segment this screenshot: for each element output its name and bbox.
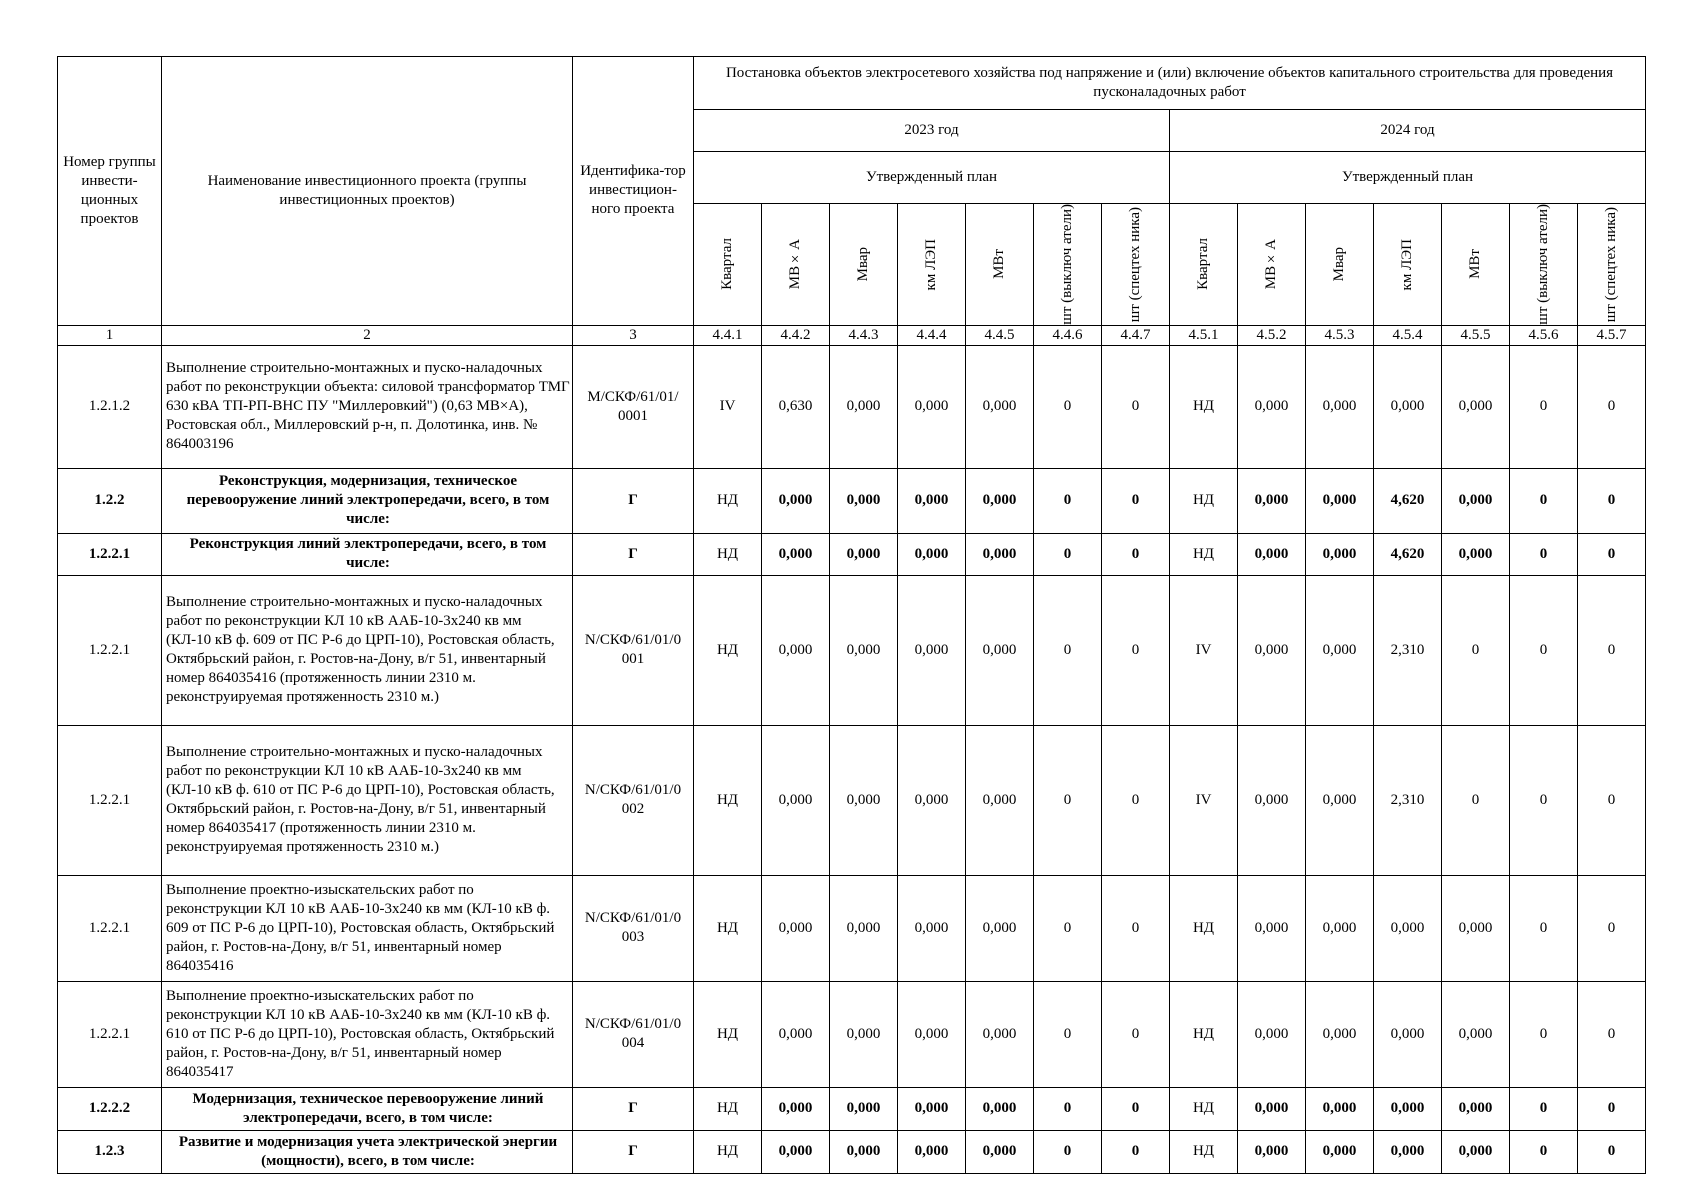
row-value: 0 [1034,981,1102,1087]
column-number: 4.4.3 [830,325,898,345]
row-value: 0,000 [762,981,830,1087]
row-value: 0,000 [966,875,1034,981]
row-value: 0,000 [1238,981,1306,1087]
header-main-title: Постановка объектов электросетевого хозяйства под напряжение и (или) включение объектов капитального строительства для проведения пусконаладочных работ [694,57,1646,110]
row-value: НД [1170,468,1238,533]
row-number: 1.2.2.1 [58,575,162,725]
row-project-id: Г [573,1087,694,1130]
row-value: 0 [1102,1130,1170,1173]
table-row [58,468,1646,533]
row-value: 0,000 [830,533,898,575]
header-unit-2024 [1578,204,1646,326]
row-value: 0 [1034,1130,1102,1173]
header-unit-2023 [966,204,1034,326]
column-number: 4.5.5 [1442,325,1510,345]
row-value: НД [694,981,762,1087]
row-value: 0,000 [830,575,898,725]
row-project-name: Выполнение проектно-изыскательских работ по реконструкции КЛ 10 кВ ААБ-10-3х240 кв мм (КЛ-10 кВ ф. 610 от ПС Р-6 до ЦРП-10), Ростовская область, Октябрьский район, г. Ростов-на-Дону, в/г 51, инвентарный номер 864035417 [162,981,573,1087]
row-value: 0,000 [1442,1130,1510,1173]
row-project-id: Г [573,1130,694,1173]
row-project-id: M/СКФ/61/01/ 0001 [573,345,694,468]
header-unit-label: МВ×А [787,239,803,290]
row-value: 0 [1578,533,1646,575]
row-number: 1.2.2.1 [58,725,162,875]
row-value: IV [694,345,762,468]
row-value: 0,000 [830,345,898,468]
row-project-name: Модернизация, техническое перевооружение линий электропередачи, всего, в том числе: [162,1087,573,1130]
header-unit-2024 [1442,204,1510,326]
header-project-id: Идентифика-тор инвестицион-ного проекта [573,57,694,326]
header-group-number: Номер группы инвести-ционных проектов [58,57,162,326]
row-project-id: N/СКФ/61/01/0 004 [573,981,694,1087]
row-value: 0 [1578,345,1646,468]
column-number: 4.5.2 [1238,325,1306,345]
row-value: 0,000 [1238,533,1306,575]
row-value: 0,000 [898,875,966,981]
column-number: 1 [58,325,162,345]
row-value: 2,310 [1374,575,1442,725]
table-row [58,725,1646,875]
column-number: 4.5.4 [1374,325,1442,345]
row-project-name: Выполнение проектно-изыскательских работ по реконструкции КЛ 10 кВ ААБ-10-3х240 кв мм (КЛ-10 кВ ф. 609 от ПС Р-6 до ЦРП-10), Ростовская область, Октябрьский район, г. Ростов-на-Дону, в/г 51, инвентарный номер 864035416 [162,875,573,981]
row-value: НД [1170,1130,1238,1173]
header-unit-label: км ЛЭП [1399,238,1415,291]
row-value: 0 [1102,1087,1170,1130]
row-value: 0,000 [1442,1087,1510,1130]
column-number: 2 [162,325,573,345]
header-unit-2024 [1170,204,1238,326]
header-project-name: Наименование инвестиционного проекта (группы инвестиционных проектов) [162,57,573,326]
row-value: 0 [1034,725,1102,875]
row-project-id: Г [573,468,694,533]
row-value: 0,000 [1374,875,1442,981]
row-value: 0 [1578,725,1646,875]
header-unit-label: Мвар [855,247,871,282]
row-value: НД [1170,1087,1238,1130]
row-value: 0,000 [762,533,830,575]
row-value: 0,000 [898,1087,966,1130]
row-value: 0,000 [966,981,1034,1087]
row-value: 0,000 [1238,1130,1306,1173]
column-number: 4.5.3 [1306,325,1374,345]
row-project-name: Реконструкция, модернизация, техническое перевооружение линий электропередачи, всего, в том числе: [162,468,573,533]
row-value: 0 [1034,345,1102,468]
row-value: 0,000 [1306,981,1374,1087]
row-value: 0,000 [1306,345,1374,468]
row-number: 1.2.1.2 [58,345,162,468]
row-value: 0,000 [1442,533,1510,575]
row-project-id: N/СКФ/61/01/0 002 [573,725,694,875]
row-number: 1.2.3 [58,1130,162,1173]
row-value: 0,000 [1238,575,1306,725]
row-value: 0,000 [898,1130,966,1173]
row-number: 1.2.2.1 [58,875,162,981]
row-project-id: N/СКФ/61/01/0 001 [573,575,694,725]
row-value: НД [1170,533,1238,575]
row-value: 0,000 [966,345,1034,468]
row-project-name: Выполнение строительно-монтажных и пуско-наладочных работ по реконструкции КЛ 10 кВ ААБ-10-3х240 кв мм (КЛ-10 кВ ф. 610 от ПС Р-6 до ЦРП-10), Ростовская область, Октябрьский район, г. Ростов-на-Дону, в/г 51, инвентарный номер 864035417 (протяженность линии 2310 м. реконструируемая протяженность 2310 м.) [162,725,573,875]
row-value: 0,000 [762,1130,830,1173]
row-value: 0,000 [966,575,1034,725]
column-number: 4.4.6 [1034,325,1102,345]
row-value: 0,000 [1238,875,1306,981]
row-project-id: N/СКФ/61/01/0 003 [573,875,694,981]
investment-table [57,56,1646,1174]
header-unit-2024 [1306,204,1374,326]
row-value: 0 [1578,1087,1646,1130]
row-number: 1.2.2.2 [58,1087,162,1130]
row-value: 0,000 [1238,345,1306,468]
row-value: 0 [1102,875,1170,981]
row-value: 0,630 [762,345,830,468]
header-unit-label: МВт [991,249,1007,280]
column-number: 4.4.5 [966,325,1034,345]
row-value: НД [694,725,762,875]
row-value: 0,000 [1442,468,1510,533]
row-value: 0 [1510,533,1578,575]
row-value: 0 [1578,1130,1646,1173]
row-project-id: Г [573,533,694,575]
row-value: 0,000 [1442,875,1510,981]
row-value: 0,000 [830,1087,898,1130]
row-value: НД [1170,981,1238,1087]
row-value: IV [1170,575,1238,725]
row-value: 0,000 [966,1087,1034,1130]
row-value: 0 [1034,1087,1102,1130]
row-value: 0,000 [830,981,898,1087]
row-value: 0 [1102,981,1170,1087]
row-value: 0,000 [762,725,830,875]
row-value: 0,000 [762,468,830,533]
column-number: 4.4.7 [1102,325,1170,345]
header-unit-2024 [1510,204,1578,326]
row-value: 0 [1510,725,1578,875]
header-year-2023: 2023 год [694,110,1170,152]
row-value: 0 [1102,575,1170,725]
row-value: 0,000 [762,575,830,725]
row-value: НД [694,468,762,533]
table-row [58,981,1646,1087]
column-number: 4.5.7 [1578,325,1646,345]
header-unit-label: МВт [1467,249,1483,280]
row-value: 0,000 [1306,575,1374,725]
row-value: 0 [1510,875,1578,981]
row-value: 0 [1102,468,1170,533]
table-row [58,575,1646,725]
row-value: 0,000 [1306,725,1374,875]
row-value: НД [694,575,762,725]
header-unit-2023 [898,204,966,326]
header-unit-2023 [694,204,762,326]
row-value: 0 [1102,725,1170,875]
row-value: 0,000 [1442,981,1510,1087]
header-unit-label: шт (спецтех ника) [1127,206,1143,322]
row-value: 0,000 [966,725,1034,875]
row-value: 0,000 [898,468,966,533]
row-value: 0,000 [1238,468,1306,533]
row-value: НД [1170,345,1238,468]
header-unit-2023 [830,204,898,326]
row-project-name: Реконструкция линий электропередачи, всего, в том числе: [162,533,573,575]
table-row [58,1087,1646,1130]
row-value: НД [1170,875,1238,981]
row-value: 2,310 [1374,725,1442,875]
row-number: 1.2.2.1 [58,533,162,575]
row-value: 0,000 [966,533,1034,575]
row-value: 0,000 [1306,468,1374,533]
row-value: 0 [1510,1130,1578,1173]
row-value: 0,000 [898,345,966,468]
row-value: 0 [1034,575,1102,725]
table-row [58,875,1646,981]
row-value: 0,000 [1306,533,1374,575]
row-value: НД [694,533,762,575]
header-unit-label: Мвар [1331,247,1347,282]
row-value: 0,000 [830,1130,898,1173]
row-value: 0 [1578,575,1646,725]
row-value: 0,000 [966,1130,1034,1173]
row-value: 0 [1034,875,1102,981]
row-project-name: Развитие и модернизация учета электрической энергии (мощности), всего, в том числе: [162,1130,573,1173]
row-value: 0 [1510,468,1578,533]
row-value: 0,000 [966,468,1034,533]
row-value: НД [694,875,762,981]
row-value: 0,000 [898,575,966,725]
document-page [57,56,1643,1174]
header-plan-2024: Утвержденный план [1170,152,1646,204]
row-value: 0 [1034,468,1102,533]
column-number: 4.4.4 [898,325,966,345]
row-value: 0,000 [1442,345,1510,468]
header-unit-2024 [1374,204,1442,326]
row-value: 0,000 [830,875,898,981]
row-value: 0 [1102,345,1170,468]
header-unit-label: шт (выключ атели) [1059,204,1075,325]
row-value: 0,000 [1306,1087,1374,1130]
table-row [58,533,1646,575]
column-number: 4.5.6 [1510,325,1578,345]
table-row [58,1130,1646,1173]
row-number: 1.2.2 [58,468,162,533]
header-unit-2023 [762,204,830,326]
row-value: 0 [1510,345,1578,468]
row-number: 1.2.2.1 [58,981,162,1087]
row-value: 0,000 [830,468,898,533]
row-value: 0,000 [1306,1130,1374,1173]
row-value: 0 [1578,468,1646,533]
row-value: 0 [1510,1087,1578,1130]
row-value: 0 [1442,575,1510,725]
row-value: 0,000 [762,1087,830,1130]
header-unit-label: МВ×А [1263,239,1279,290]
row-value: 0 [1578,875,1646,981]
header-unit-label: км ЛЭП [923,238,939,291]
table-row [58,345,1646,468]
header-unit-label: шт (спецтех ника) [1603,206,1620,322]
header-unit-2023 [1102,204,1170,326]
column-number: 3 [573,325,694,345]
row-value: 0 [1510,981,1578,1087]
row-value: 0,000 [1374,1087,1442,1130]
row-value: 0,000 [1306,875,1374,981]
row-value: 0,000 [898,981,966,1087]
row-value: 0,000 [898,725,966,875]
row-project-name: Выполнение строительно-монтажных и пуско-наладочных работ по реконструкции КЛ 10 кВ ААБ-10-3х240 кв мм (КЛ-10 кВ ф. 609 от ПС Р-6 до ЦРП-10), Ростовская область, Октябрьский район, г. Ростов-на-Дону, в/г 51, инвентарный номер 864035416 (протяженность линии 2310 м. реконструируемая протяженность 2310 м.) [162,575,573,725]
row-value: 4,620 [1374,533,1442,575]
header-plan-2023: Утвержденный план [694,152,1170,204]
row-value: НД [694,1130,762,1173]
row-value: 0,000 [1374,345,1442,468]
row-value: 0,000 [1238,1087,1306,1130]
header-unit-label: Квартал [1195,238,1211,291]
row-value: IV [1170,725,1238,875]
row-value: 0 [1102,533,1170,575]
row-value: 0 [1510,575,1578,725]
header-unit-2024 [1238,204,1306,326]
row-project-name: Выполнение строительно-монтажных и пуско-наладочных работ по реконструкции объекта: силовой трансформатор ТМГ 630 кВА ТП-РП-ВНС ПУ "Миллеровкий") (0,63 МВ×А), Ростовская обл., Миллеровский р-н, п. Долотинка, инв. № 864003196 [162,345,573,468]
row-value: 0 [1034,533,1102,575]
row-value: 0,000 [1374,981,1442,1087]
header-unit-label: шт (выключ атели) [1535,204,1551,325]
column-number: 4.4.2 [762,325,830,345]
row-value: 0,000 [898,533,966,575]
row-value: 0 [1442,725,1510,875]
row-value: 4,620 [1374,468,1442,533]
header-unit-2023 [1034,204,1102,326]
row-value: 0,000 [1238,725,1306,875]
column-number: 4.4.1 [694,325,762,345]
header-year-2024: 2024 год [1170,110,1646,152]
row-value: 0,000 [762,875,830,981]
row-value: НД [694,1087,762,1130]
row-value: 0 [1578,981,1646,1087]
header-unit-label: Квартал [719,238,735,291]
column-number: 4.5.1 [1170,325,1238,345]
row-value: 0,000 [830,725,898,875]
row-value: 0,000 [1374,1130,1442,1173]
